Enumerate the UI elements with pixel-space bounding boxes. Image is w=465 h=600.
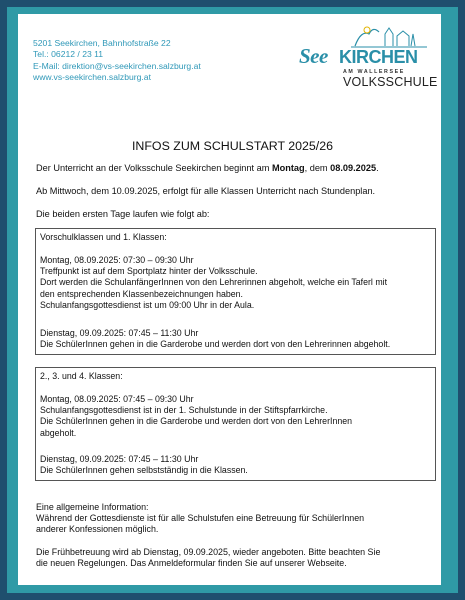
box1-monday-line: Treffpunkt ist auf dem Sportplatz hinter der Volksschule. [40, 266, 258, 277]
general-info [36, 502, 364, 536]
general-info-line: anderer Konfessionen möglich. [36, 524, 159, 535]
contact-web: www.vs-seekirchen.salzburg.at [33, 71, 151, 82]
general-info-line: Während der Gottesdienste ist für alle Schulstufen eine Betreuung für SchülerInnen [36, 513, 365, 524]
box2-monday-line: Die SchülerInnen gehen in die Garderobe und werden dort von den LehrerInnen [40, 416, 353, 427]
intro-p1-pre: Der Unterricht an der Volksschule Seekirchen beginnt am [36, 163, 272, 173]
page-title: INFOS ZUM SCHULSTART 2025/26 [131, 139, 334, 153]
box1-monday-line: Dort werden die SchulanfängerInnen von den Lehrerinnen abgeholt, welche ein Taferl mit [40, 277, 388, 288]
contact-block [33, 38, 201, 83]
logo-subtitle: AM WALLERSEE [343, 69, 405, 75]
box2-monday-line: Montag, 08.09.2025: 07:45 – 09:30 Uhr [40, 394, 194, 404]
intro-p1-mid: , dem [304, 163, 331, 173]
logo-kirchen: KIRCHEN [339, 47, 418, 67]
box2-monday [40, 394, 352, 439]
intro-paragraph-3: Die beiden ersten Tage laufen wie folgt ab: [36, 209, 210, 219]
box1-tuesday [40, 328, 390, 350]
intro-paragraph-1 [36, 163, 379, 173]
schedule-box-upper-grades [35, 367, 436, 481]
school-logo [299, 22, 438, 92]
box2-tuesday-line: Dienstag, 09.09.2025: 07:45 – 11:30 Uhr [40, 454, 199, 464]
box1-tuesday-line: Die SchülerInnen gehen in die Garderobe und werden dort von den Lehrerinnen abgeholt. [40, 339, 391, 350]
early-care-info [36, 547, 380, 570]
intro-p1-bold-day: Montag [271, 163, 305, 173]
intro-p1-bold-date: 08.09.2025 [330, 163, 377, 173]
box2-tuesday-line: Die SchülerInnen gehen selbstständig in die Klassen. [40, 465, 248, 476]
box1-monday [40, 255, 387, 311]
contact-address: 5201 Seekirchen, Bahnhofstraße 22 [33, 38, 171, 48]
general-info-heading: Eine allgemeine Information: [36, 502, 149, 512]
contact-phone: Tel.: 06212 / 23 11 [33, 49, 104, 60]
contact-email: E-Mail: direktion@vs-seekirchen.salzburg.at [33, 60, 201, 71]
schedule-box-first-grade [35, 228, 436, 355]
logo-skyline-icon [351, 22, 427, 48]
early-care-line: die neuen Regelungen. Das Anmeldeformular finden Sie auf unserer Webseite. [36, 558, 347, 569]
box1-monday-line: Schulanfangsgottesdienst ist um 09:00 Uhr in der Aula. [40, 299, 255, 310]
intro-p1-end: . [376, 163, 379, 173]
box2-heading: 2., 3. und 4. Klassen: [40, 371, 123, 381]
logo-see: See [299, 44, 328, 68]
box1-heading: Vorschulklassen und 1. Klassen: [40, 232, 167, 242]
intro-paragraph-2: Ab Mittwoch, dem 10.09.2025, erfolgt für alle Klassen Unterricht nach Stundenplan. [36, 186, 376, 196]
box1-monday-line: den entsprechenden Klassenbezeichnungen haben. [40, 288, 243, 299]
box2-tuesday [40, 454, 248, 476]
box2-monday-line: abgeholt. [40, 427, 77, 438]
early-care-line: Die Frühbetreuung wird ab Dienstag, 09.09.2025, wieder angeboten. Bitte beachten Sie [36, 547, 381, 557]
box1-tuesday-line: Dienstag, 09.09.2025: 07:45 – 11:30 Uhr [40, 328, 199, 338]
box2-monday-line: Schulanfangsgottesdienst ist in der 1. Schulstunde in der Stiftspfarrkirche. [40, 405, 328, 416]
logo-school: VOLKSSCHULE [343, 75, 438, 89]
box1-monday-line: Montag, 08.09.2025: 07:30 – 09:30 Uhr [40, 255, 194, 265]
